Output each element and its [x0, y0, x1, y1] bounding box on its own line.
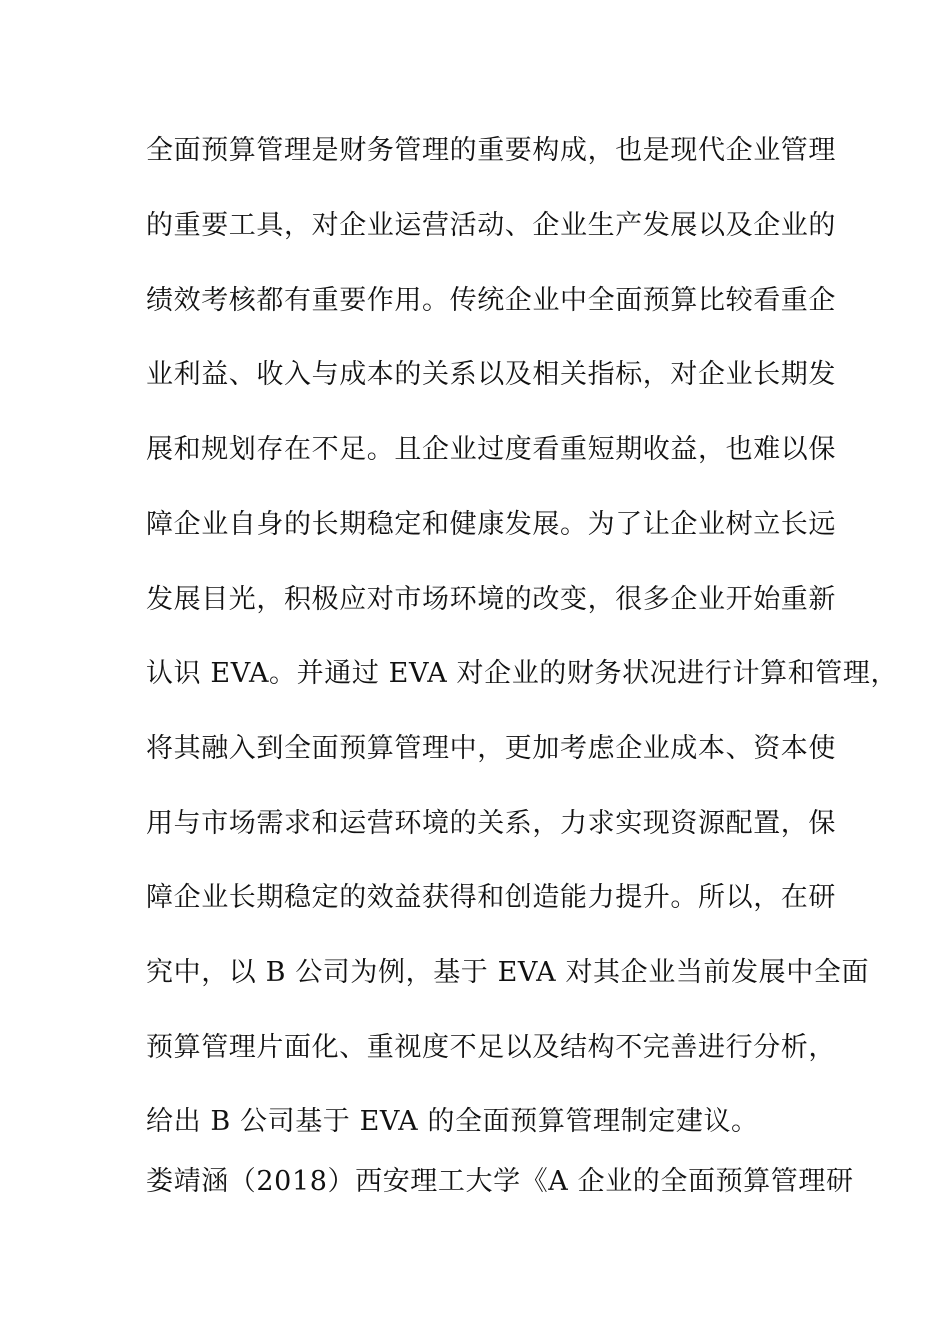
paragraph-line: 用与市场需求和运营环境的关系，力求实现资源配置，保 [146, 808, 836, 839]
paragraph-line: 究中，以 B 公司为例，基于 EVA 对其企业当前发展中全面 [146, 957, 870, 988]
reference-line: 娄靖涵（2018）西安理工大学《A 企业的全面预算管理研 [146, 1166, 854, 1197]
paragraph-line: 发展目光，积极应对市场环境的改变，很多企业开始重新 [146, 584, 836, 615]
paragraph-line: 认识 EVA。并通过 EVA 对企业的财务状况进行计算和管理， [146, 658, 899, 689]
paragraph-line: 绩效考核都有重要作用。传统企业中全面预算比较看重企 [146, 285, 836, 316]
paragraph-line: 展和规划存在不足。且企业过度看重短期收益，也难以保 [146, 434, 836, 465]
paragraph-line: 障企业自身的长期稳定和健康发展。为了让企业树立长远 [146, 509, 836, 540]
paragraph-line: 的重要工具，对企业运营活动、企业生产发展以及企业的 [146, 210, 836, 241]
paragraph-line: 全面预算管理是财务管理的重要构成，也是现代企业管理 [146, 135, 836, 166]
paragraph-line: 给出 B 公司基于 EVA 的全面预算管理制定建议。 [146, 1106, 759, 1137]
paragraph-line: 预算管理片面化、重视度不足以及结构不完善进行分析， [146, 1032, 836, 1063]
paragraph-line: 障企业长期稳定的效益获得和创造能力提升。所以，在研 [146, 882, 836, 913]
paragraph-line: 将其融入到全面预算管理中，更加考虑企业成本、资本使 [146, 733, 836, 764]
paragraph-line: 业利益、收入与成本的关系以及相关指标，对企业长期发 [146, 359, 836, 390]
